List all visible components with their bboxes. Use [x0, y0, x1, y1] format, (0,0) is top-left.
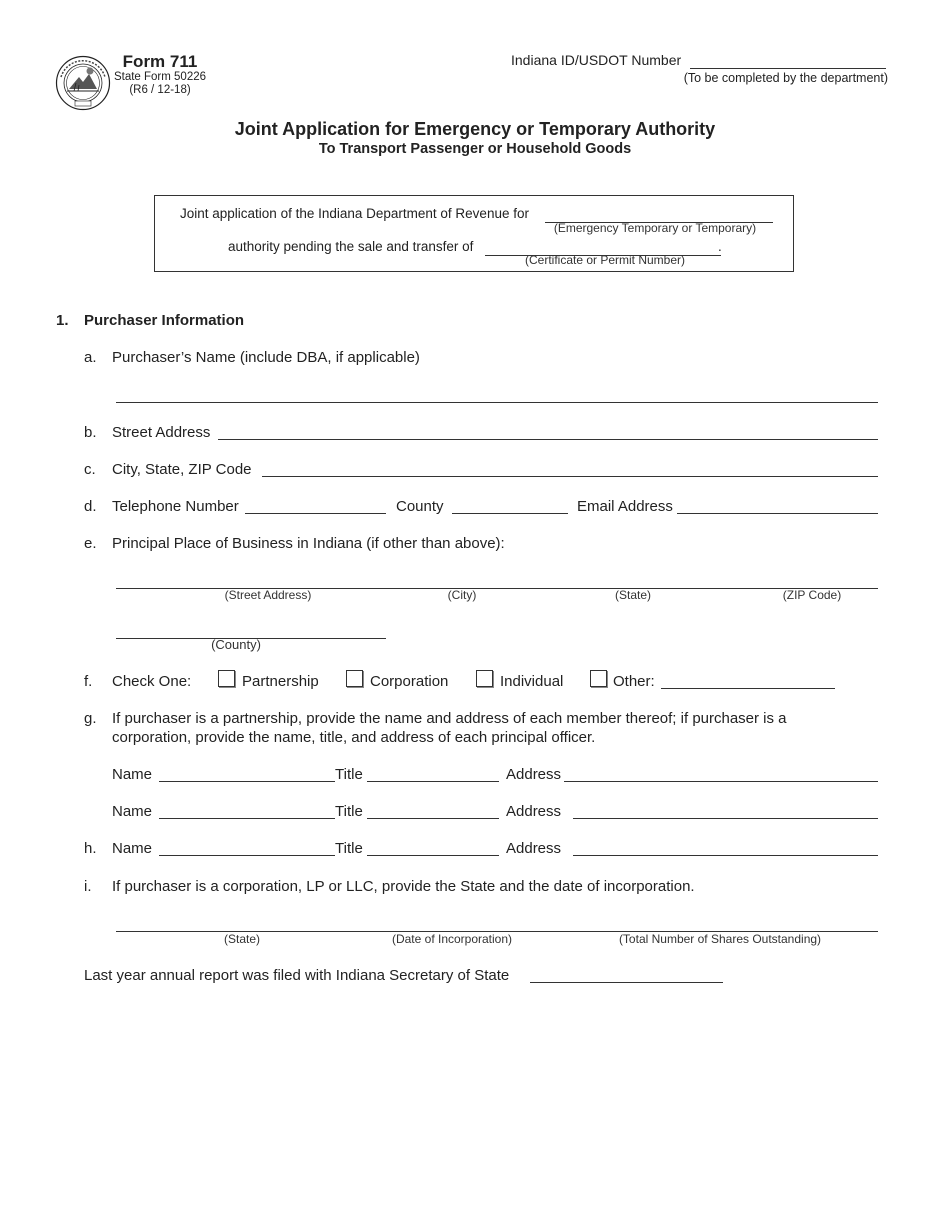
section-title: Purchaser Information: [84, 312, 245, 329]
certificate-number-caption: (Certificate or Permit Number): [524, 253, 686, 267]
street-address-input[interactable]: [218, 421, 878, 440]
usdot-label: Indiana ID/USDOT Number: [511, 52, 682, 68]
telephone-label: Telephone Number: [112, 498, 239, 515]
principal-city-caption: (City): [447, 588, 477, 602]
item-d-letter: d.: [84, 498, 97, 515]
officer-3-name-input[interactable]: [159, 837, 335, 856]
item-a-letter: a.: [84, 349, 97, 366]
item-i-letter: i.: [84, 878, 92, 895]
form-number: Form 711: [122, 52, 198, 71]
officer-2-title-label: Title: [335, 803, 363, 820]
principal-place-label: Principal Place of Business in Indiana (if other than above):: [112, 535, 505, 552]
partnership-label: Partnership: [242, 673, 319, 690]
street-address-label: Street Address: [112, 424, 211, 441]
box-line1-text: Joint application of the Indiana Department of Revenue for: [180, 206, 529, 221]
box-period: .: [718, 239, 722, 254]
item-b-letter: b.: [84, 424, 97, 441]
annual-report-label: Last year annual report was filed with Indiana Secretary of State: [84, 967, 510, 984]
other-input[interactable]: [661, 670, 835, 689]
item-g-text-line2: corporation, provide the name, title, and address of each principal officer.: [112, 729, 596, 746]
email-input[interactable]: [677, 495, 878, 514]
principal-zip-caption: (ZIP Code): [782, 588, 842, 602]
usdot-note: (To be completed by the department): [683, 71, 888, 85]
incorporation-date-caption: (Date of Incorporation): [391, 932, 513, 946]
officer-2-title-input[interactable]: [367, 800, 499, 819]
city-state-zip-label: City, State, ZIP Code: [112, 461, 252, 478]
principal-place-input[interactable]: [116, 570, 878, 589]
incorporation-input[interactable]: [116, 913, 878, 932]
email-label: Email Address: [577, 498, 673, 515]
page-subtitle: To Transport Passenger or Household Goods: [318, 141, 632, 157]
item-f-letter: f.: [84, 673, 93, 690]
officer-1-name-input[interactable]: [159, 763, 335, 782]
officer-2-address-input[interactable]: [573, 800, 878, 819]
principal-street-caption: (Street Address): [224, 588, 312, 602]
form-revision: (R6 / 12-18): [129, 84, 191, 96]
indiana-state-seal: [55, 55, 111, 111]
usdot-number-input[interactable]: [690, 50, 886, 69]
page-title: Joint Application for Emergency or Temporary Authority: [234, 119, 716, 139]
item-c-letter: c.: [84, 461, 96, 478]
officer-2-address-label: Address: [506, 803, 562, 820]
officer-2-name-input[interactable]: [159, 800, 335, 819]
item-h-letter: h.: [84, 840, 97, 857]
officer-1-address-input[interactable]: [564, 763, 878, 782]
check-one-label: Check One:: [112, 673, 192, 690]
item-g-text-line1: If purchaser is a partnership, provide the name and address of each member thereof; if purchaser is a: [112, 710, 787, 727]
state-form-number: State Form 50226: [113, 71, 207, 83]
officer-3-title-label: Title: [335, 840, 363, 857]
purchaser-name-label: Purchaser’s Name (include DBA, if applicable): [112, 349, 420, 366]
item-g-letter: g.: [84, 710, 97, 727]
city-state-zip-input[interactable]: [262, 458, 878, 477]
section-number: 1.: [56, 312, 69, 329]
officer-1-address-label: Address: [506, 766, 562, 783]
officer-1-title-label: Title: [335, 766, 363, 783]
officer-3-title-input[interactable]: [367, 837, 499, 856]
authority-type-caption: (Emergency Temporary or Temporary): [553, 221, 757, 235]
officer-1-title-input[interactable]: [367, 763, 499, 782]
individual-label: Individual: [500, 673, 564, 690]
purchaser-name-input[interactable]: [116, 384, 878, 403]
officer-2-name-label: Name: [112, 803, 153, 820]
incorporation-state-caption: (State): [223, 932, 260, 946]
principal-county-caption: (County): [211, 637, 261, 652]
annual-report-input[interactable]: [530, 964, 723, 983]
item-e-letter: e.: [84, 535, 97, 552]
corporation-label: Corporation: [370, 673, 449, 690]
partnership-checkbox[interactable]: [218, 670, 235, 687]
box-line2-text: authority pending the sale and transfer of: [228, 239, 474, 254]
corporation-checkbox[interactable]: [346, 670, 363, 687]
county-label: County: [396, 498, 444, 515]
shares-outstanding-caption: (Total Number of Shares Outstanding): [618, 932, 822, 946]
officer-3-name-label: Name: [112, 840, 153, 857]
officer-3-address-label: Address: [506, 840, 562, 857]
other-checkbox[interactable]: [590, 670, 607, 687]
principal-state-caption: (State): [614, 588, 651, 602]
officer-1-name-label: Name: [112, 766, 153, 783]
telephone-input[interactable]: [245, 495, 386, 514]
county-input[interactable]: [452, 495, 568, 514]
officer-3-address-input[interactable]: [573, 837, 878, 856]
individual-checkbox[interactable]: [476, 670, 493, 687]
incorporation-label: If purchaser is a corporation, LP or LLC, provide the State and the date of incorporation.: [112, 878, 695, 895]
other-label: Other:: [613, 673, 655, 690]
